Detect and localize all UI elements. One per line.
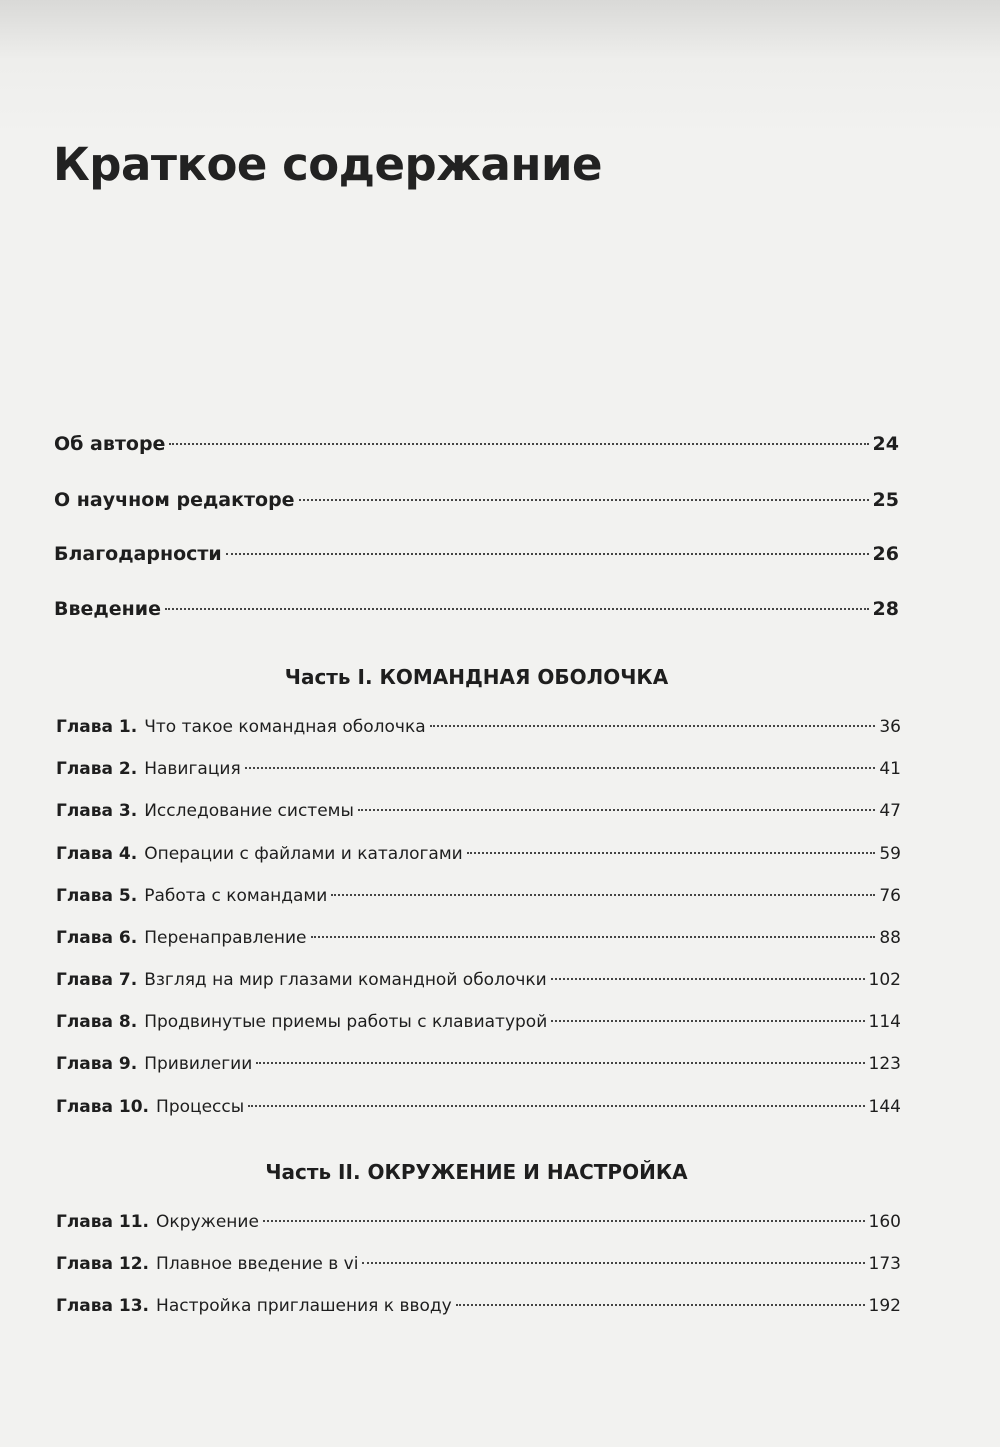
chapter-title: Процессы bbox=[156, 1097, 245, 1117]
dot-leader bbox=[430, 725, 876, 727]
chapter-page: 47 bbox=[879, 801, 901, 821]
chapter-title: Перенаправление bbox=[144, 928, 307, 948]
chapter-title: Настройка приглашения к вводу bbox=[156, 1296, 452, 1316]
toc-chapter bbox=[56, 1296, 901, 1316]
toc-chapter bbox=[56, 759, 901, 779]
chapter-number: Глава 10. bbox=[56, 1097, 150, 1117]
dot-leader bbox=[165, 608, 869, 610]
chapter-title: Операции с файлами и каталогами bbox=[144, 844, 463, 864]
chapter-title: Работа с командами bbox=[144, 886, 328, 906]
chapter-page: 160 bbox=[868, 1212, 901, 1232]
chapter-page: 36 bbox=[879, 717, 901, 737]
toc-chapter bbox=[56, 928, 901, 948]
chapter-page: 123 bbox=[868, 1054, 901, 1074]
chapter-number: Глава 6. bbox=[56, 928, 138, 948]
part-heading: Часть II. ОКРУЖЕНИЕ И НАСТРОЙКА bbox=[265, 1160, 688, 1184]
chapter-number: Глава 5. bbox=[56, 886, 138, 906]
toc-chapter bbox=[56, 970, 901, 990]
chapter-number: Глава 3. bbox=[56, 801, 138, 821]
dot-leader bbox=[248, 1105, 864, 1107]
chapter-page: 114 bbox=[868, 1012, 901, 1032]
toc-chapter bbox=[56, 1097, 901, 1117]
chapter-title: Навигация bbox=[144, 759, 241, 779]
dot-leader bbox=[169, 443, 868, 445]
chapter-title: Продвинутые приемы работы с клавиатурой bbox=[144, 1012, 548, 1032]
chapter-number: Глава 9. bbox=[56, 1054, 138, 1074]
entry-label: Введение bbox=[54, 598, 161, 620]
chapter-page: 76 bbox=[879, 886, 901, 906]
entry-label: Об авторе bbox=[54, 433, 166, 455]
chapter-page: 173 bbox=[868, 1254, 901, 1274]
part-heading: Часть I. КОМАНДНАЯ ОБОЛОЧКА bbox=[284, 665, 669, 689]
chapter-title: Что такое командная оболочка bbox=[144, 717, 426, 737]
chapter-number: Глава 4. bbox=[56, 844, 138, 864]
dot-leader bbox=[245, 767, 876, 769]
toc-chapter bbox=[56, 1254, 901, 1274]
dot-leader bbox=[311, 936, 876, 938]
dot-leader bbox=[551, 978, 865, 980]
dot-leader bbox=[467, 852, 876, 854]
dot-leader bbox=[358, 809, 875, 811]
chapter-number: Глава 1. bbox=[56, 717, 138, 737]
dot-leader bbox=[226, 553, 869, 555]
toc-chapter bbox=[56, 844, 901, 864]
entry-label: Благодарности bbox=[54, 543, 222, 565]
chapter-number: Глава 2. bbox=[56, 759, 138, 779]
chapter-number: Глава 12. bbox=[56, 1254, 150, 1274]
dot-leader bbox=[362, 1262, 864, 1264]
toc-chapter bbox=[56, 801, 901, 821]
dot-leader bbox=[456, 1304, 865, 1306]
chapter-number: Глава 11. bbox=[56, 1212, 150, 1232]
chapter-page: 59 bbox=[879, 844, 901, 864]
toc-chapter bbox=[56, 1012, 901, 1032]
chapter-title: Привилегии bbox=[144, 1054, 253, 1074]
toc-chapter bbox=[56, 717, 901, 737]
dot-leader bbox=[331, 894, 875, 896]
toc-entry-acknowledgements bbox=[54, 543, 899, 565]
chapter-title: Окружение bbox=[156, 1212, 259, 1232]
entry-page: 26 bbox=[872, 543, 899, 565]
chapter-title: Исследование системы bbox=[144, 801, 354, 821]
chapter-page: 192 bbox=[868, 1296, 901, 1316]
toc-entry-about-author bbox=[54, 433, 899, 455]
entry-page: 24 bbox=[872, 433, 899, 455]
toc-entry-science-editor bbox=[54, 489, 899, 511]
chapter-page: 144 bbox=[868, 1097, 901, 1117]
toc-chapter bbox=[56, 1054, 901, 1074]
chapter-page: 88 bbox=[879, 928, 901, 948]
entry-label: О научном редакторе bbox=[54, 489, 295, 511]
chapter-page: 102 bbox=[868, 970, 901, 990]
chapter-number: Глава 13. bbox=[56, 1296, 150, 1316]
toc-chapter bbox=[56, 886, 901, 906]
toc-chapter bbox=[56, 1212, 901, 1232]
dot-leader bbox=[256, 1062, 864, 1064]
chapter-number: Глава 7. bbox=[56, 970, 138, 990]
dot-leader bbox=[551, 1020, 864, 1022]
toc-entry-introduction bbox=[54, 598, 899, 620]
chapter-page: 41 bbox=[879, 759, 901, 779]
page-title: Краткое содержание bbox=[53, 138, 603, 191]
dot-leader bbox=[263, 1220, 865, 1222]
chapter-title: Плавное введение в vi bbox=[156, 1254, 359, 1274]
dot-leader bbox=[299, 499, 869, 501]
entry-page: 25 bbox=[872, 489, 899, 511]
chapter-title: Взгляд на мир глазами командной оболочки bbox=[144, 970, 547, 990]
chapter-number: Глава 8. bbox=[56, 1012, 138, 1032]
entry-page: 28 bbox=[872, 598, 899, 620]
